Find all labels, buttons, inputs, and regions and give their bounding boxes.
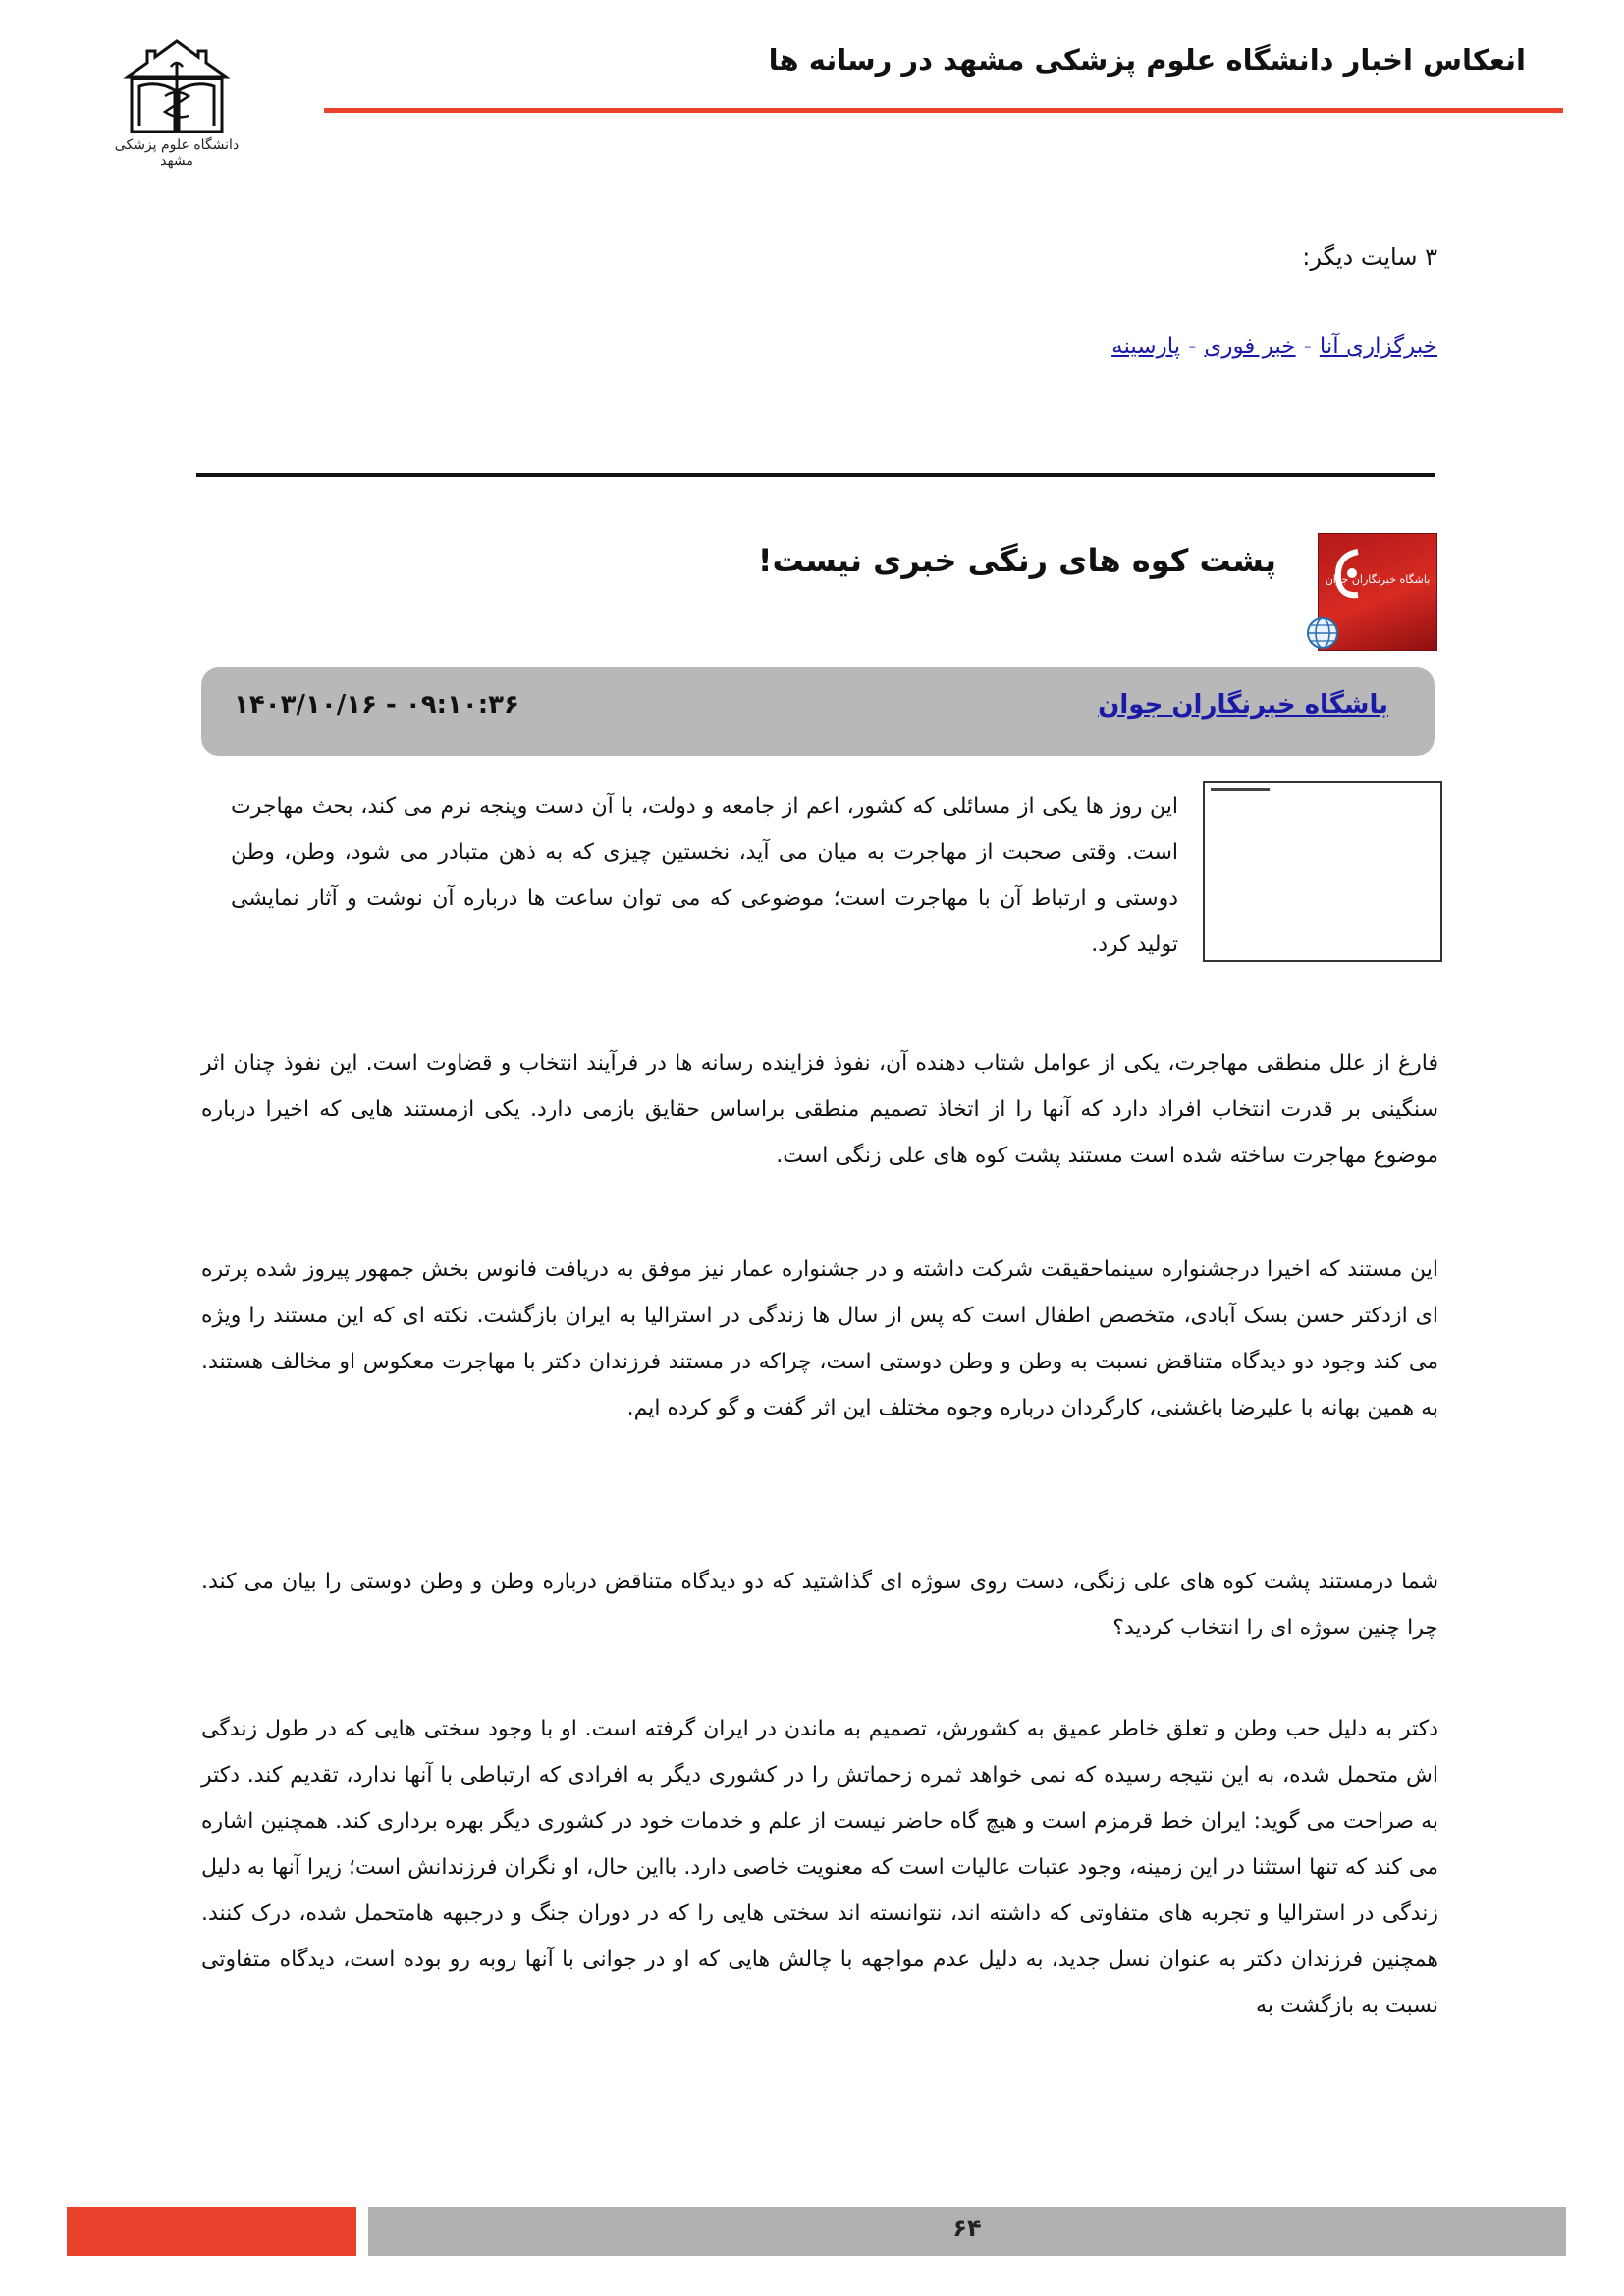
news-paragraph: این روز ها یکی از مسائلی که کشور، اعم از جامعه و دولت، با آن دست وپنجه نرم می کند، بحث مهاجرت است. وقتی صحبت از مهاجرت به میان می آید، نخستین چیزی که به ذهن متبادر می شود، وطن، وطن دوستی و ارتباط آن با مهاجرت است؛ موضوعی که می توان ساعت ها درباره آن نوشت و آثار نمایشی تولید کرد.: [231, 794, 1178, 957]
link-parsineh[interactable]: پارسینه: [1111, 334, 1181, 359]
news-paragraph: دکتر به دلیل حب وطن و تعلق خاطر عمیق به کشورش، تصمیم به ماندن در ایران گرفته است. او با وجود سختی هایی که در طول زندگی اش متحمل شده، به این نتیجه رسیده که نمی خواهد ثمره زحماتش را در کشوری دیگر به افرادی که ارتباطی با آنها ندارد، تقدیم کند. دکتر به صراحت می گوید: ایران خط قرمزم است و هیچ گاه حاضر نیست از علم و خدمات خود در کشوری دیگر بهره برداری کند. همچنین اشاره می کند که تنها استثنا در این زمینه، وجود عتبات عالیات است که معنویت خاصی دارد. بااین حال، او نگران فرزندانش است؛ زیرا آنها به دلیل زندگی در استرالیا و تجربه های متفاوتی که داشته اند، نتوانسته اند سختی هایی را که در دوران جنگ و درجبهه هامتحمل شده، درک کنند. همچنین فرزندان دکتر به عنوان نسل جدید، به دلیل عدم مواجهه با چالش هایی که او در جوانی با آنها روبه رو بوده است، دیدگاه متفاوتی نسبت به بازگشت به: [201, 1717, 1438, 2018]
footer-accent-bar: [67, 2207, 356, 2256]
logo-emblem-icon: [118, 37, 236, 145]
link-khabar-fori[interactable]: خبر فوری: [1204, 334, 1296, 359]
section-divider: [196, 473, 1435, 477]
globe-icon[interactable]: [1306, 616, 1339, 650]
logo-caption: دانشگاه علوم پزشکی مشهد: [114, 137, 240, 169]
news-title: پشت کوه های رنگی خبری نیست!: [757, 542, 1276, 579]
other-sites-links: [1111, 334, 1437, 359]
news-paragraph: فارغ از علل منطقی مهاجرت، یکی از عوامل شتاب دهنده آن، نفوذ فزاینده رسانه ها در فرآیند انتخاب و قضاوت است. این نفوذ چنان اثر سنگینی بر قدرت انتخاب افراد دارد که آنها را از اتخاذ تصمیم منطقی براساس حقایق بازمی دارد. یکی ازمستند هایی که اخیرا درباره موضوع مهاجرت ساخته شده است مستند پشت کوه های علی زنگی است.: [201, 1051, 1438, 1168]
news-paragraph: شما درمستند پشت کوه های علی زنگی، دست روی سوژه ای گذاشتید که دو دیدگاه متناقض درباره وطن و وطن دوستی را بیان می کند. چرا چنین سوژه ای را انتخاب کردید؟: [201, 1570, 1438, 1640]
news-source-link[interactable]: باشگاه خبرنگاران جوان: [1098, 690, 1388, 720]
news-paragraph: این مستند که اخیرا درجشنواره سینماحقیقت شرکت داشته و در جشنواره عمار نیز موفق به دریافت فانوس بخش جمهور پیروز شده پرتره ای ازدکتر حسن بسک آبادی، متخصص اطفال است که پس از سال ها زندگی در استرالیا به ایران بازگشت. نکته ای که این مستند را ویژه می کند وجود دو دیدگاه متناقض نسبت به وطن و وطن دوستی است، چراکه در مستند فرزندان دکتر با مهاجرت معکوس او مخالف هستند. به همین بهانه با علیرضا باغشنی، کارگردان درباره وجوه مختلف این اثر گفت و گو کرده ایم.: [201, 1257, 1438, 1420]
other-sites-label: ۳ سایت دیگر:: [1302, 243, 1437, 271]
news-image-placeholder: [1203, 781, 1442, 962]
link-ana-news[interactable]: خبرگزاری آنا: [1319, 334, 1437, 359]
header-rule: [324, 108, 1563, 113]
news-datetime: ۱۴۰۳/۱۰/۱۶ - ۰۹:۱۰:۳۶: [234, 690, 519, 720]
page-number: ۶۴: [952, 2215, 982, 2242]
link-separator: -: [1188, 334, 1197, 359]
header-title: انعکاس اخبار دانشگاه علوم پزشکی مشهد در رسانه ها: [768, 43, 1526, 77]
thumbnail-label: باشگاه خبرنگاران جوان: [1325, 573, 1431, 586]
image-caption-mark: [1211, 788, 1270, 791]
link-separator: -: [1303, 334, 1312, 359]
